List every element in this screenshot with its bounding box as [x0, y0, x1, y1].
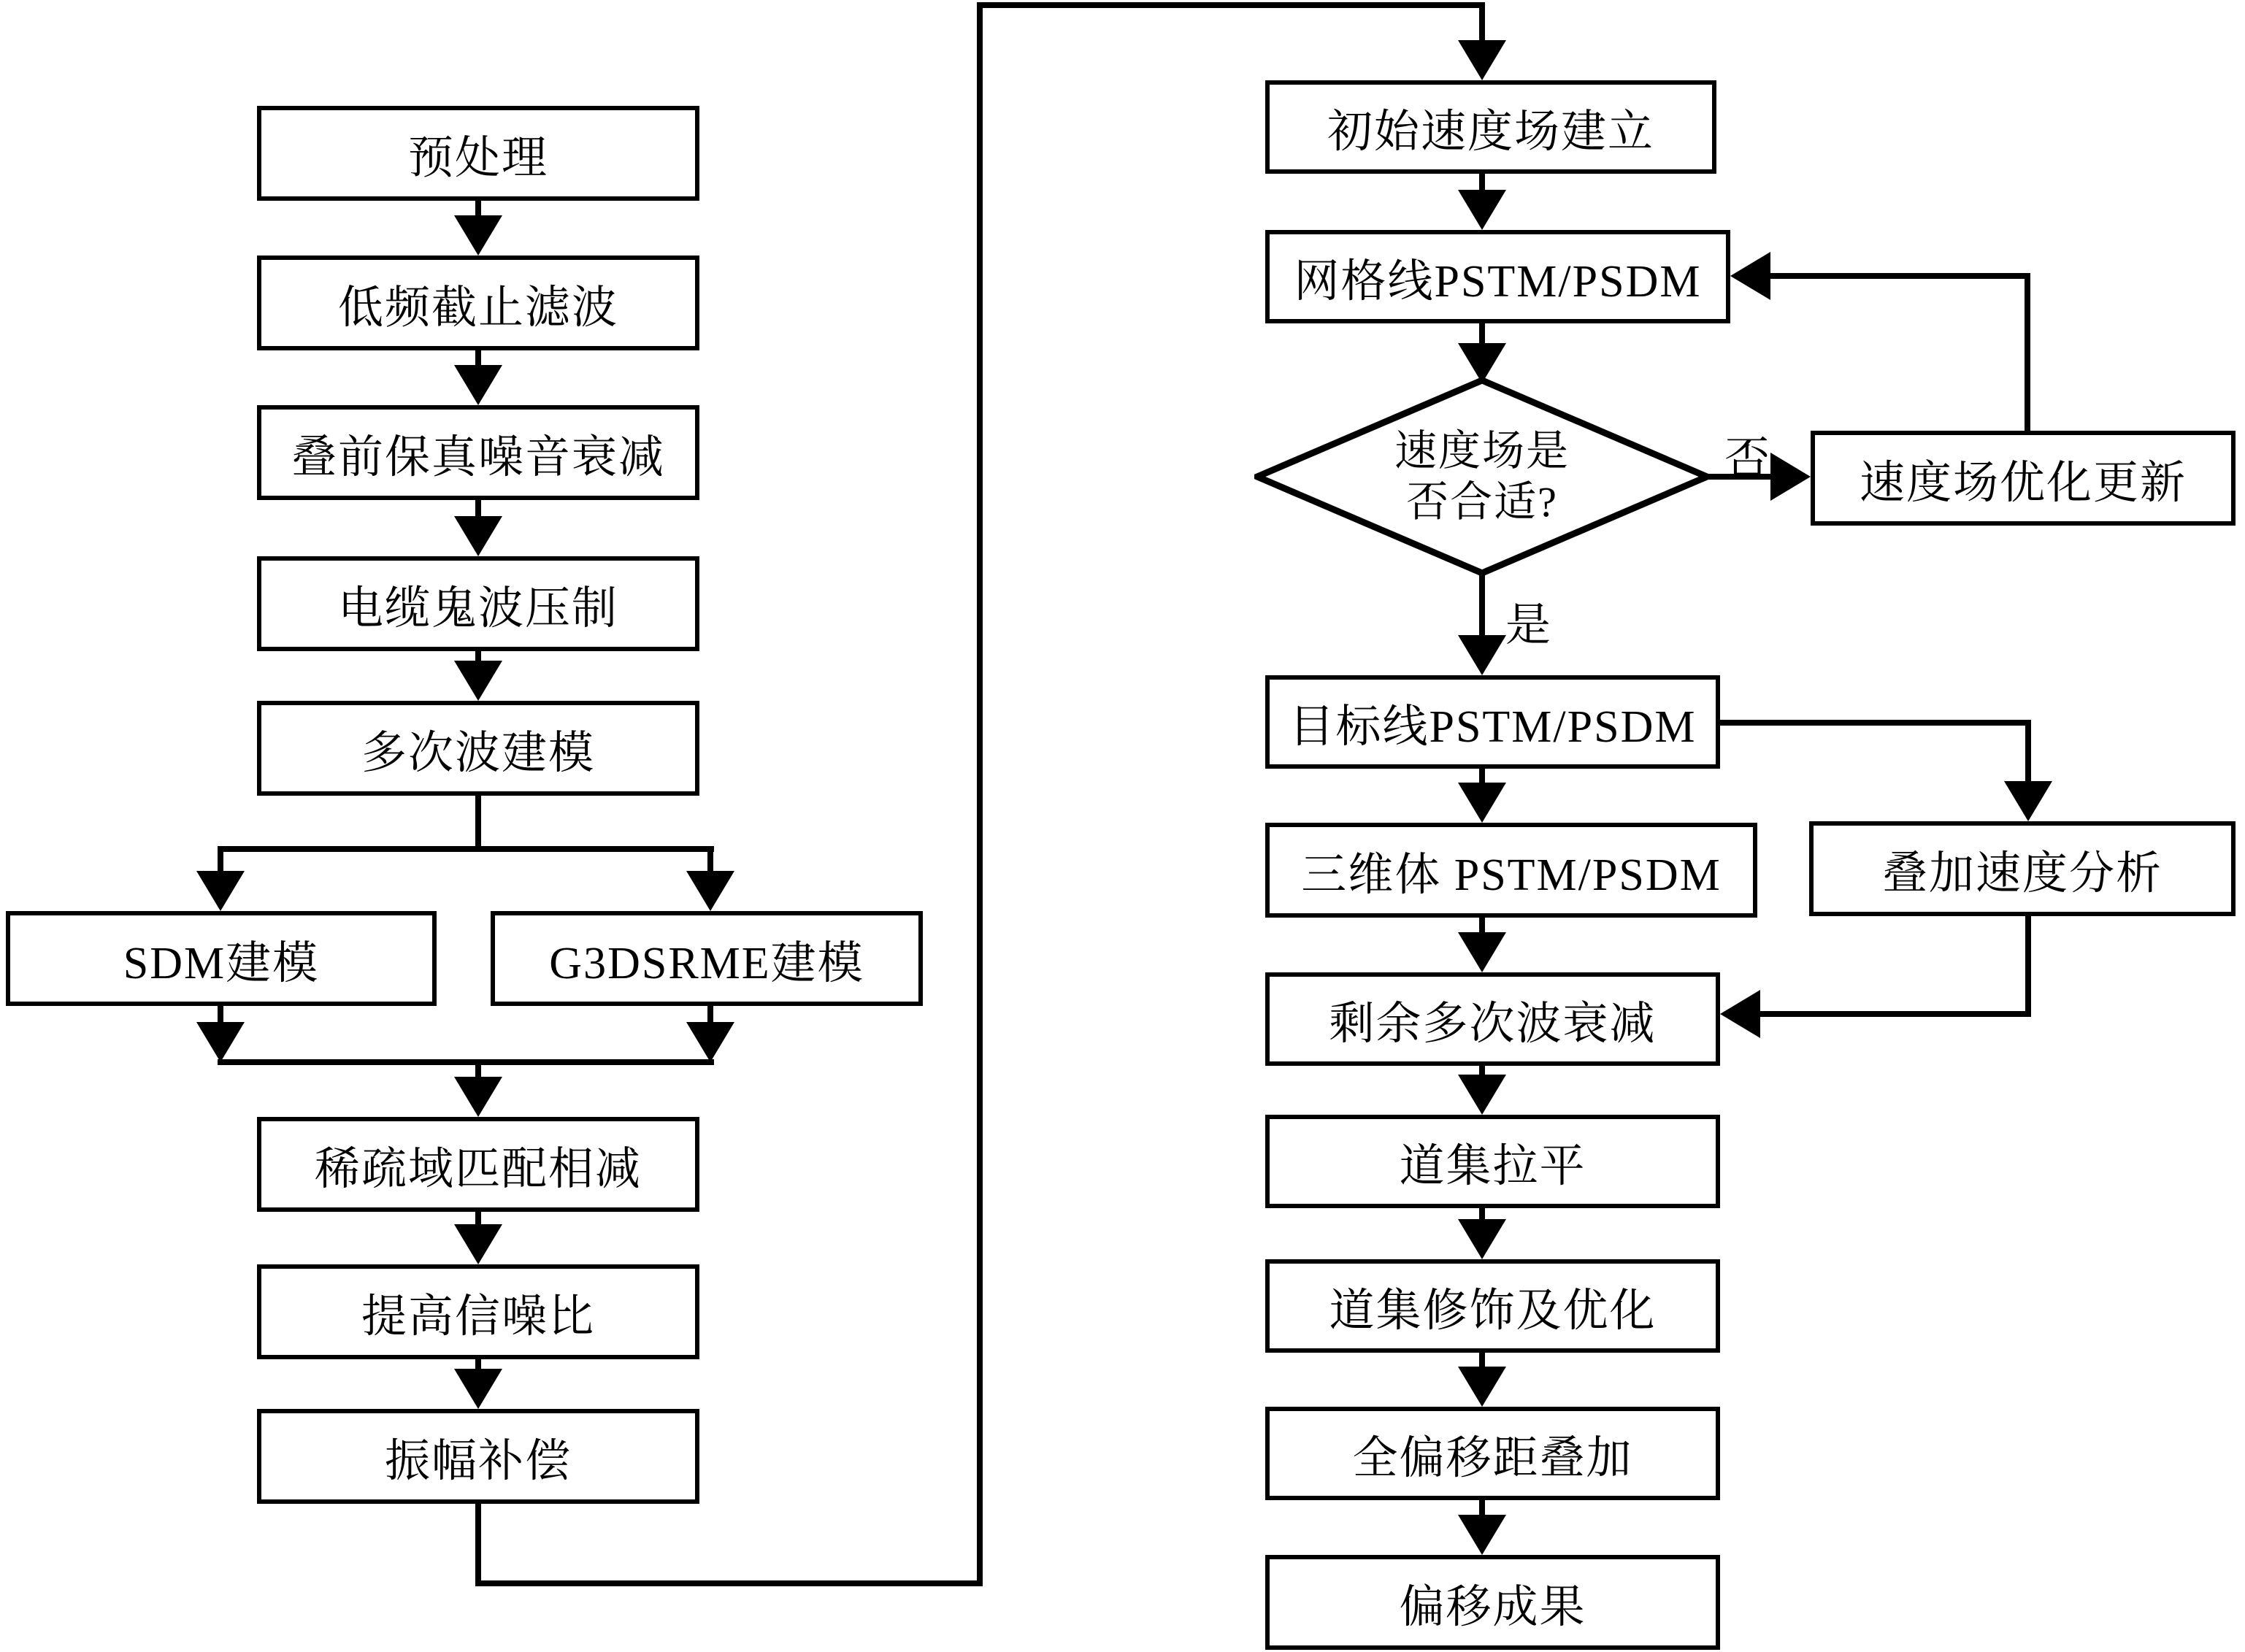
arrowhead-icon [196, 1022, 245, 1062]
label-no: 否 [1724, 434, 1770, 484]
arrowhead-icon [2004, 781, 2052, 821]
node-velocity-field-update: 速度场优化更新 [1811, 431, 2236, 526]
arrowhead-icon [1458, 190, 1506, 230]
node-prestack-noise-attenuation: 叠前保真噪音衰减 [257, 405, 699, 500]
node-gather-flattening: 道集拉平 [1265, 1115, 1720, 1208]
node-stacking-velocity-analysis: 叠加速度分析 [1809, 821, 2236, 916]
arrowhead-icon [1770, 453, 1811, 501]
node-amplitude-compensation: 振幅补偿 [257, 1409, 699, 1504]
flow-line [1479, 2, 1485, 42]
node-initial-velocity-field: 初始速度场建立 [1265, 80, 1716, 174]
flow-line [218, 846, 714, 852]
node-gather-conditioning: 道集修饰及优化 [1265, 1259, 1720, 1353]
node-targetline-pstm-psdm: 目标线PSTM/PSDM [1265, 675, 1720, 769]
arrowhead-icon [1458, 1219, 1506, 1259]
flow-line [475, 1580, 983, 1586]
node-lowcut-filter: 低频截止滤波 [257, 256, 699, 350]
flow-line [977, 2, 1485, 8]
arrowhead-icon [1458, 1367, 1506, 1407]
flow-line [475, 1504, 481, 1586]
arrowhead-icon [454, 365, 502, 405]
arrowhead-icon [454, 1224, 502, 1264]
decision-diamond-label: 速度场是 否合适? [1394, 427, 1570, 526]
arrowhead-icon [454, 1077, 502, 1117]
node-multiple-modeling: 多次波建模 [257, 701, 699, 796]
node-volume-pstm-psdm: 三维体 PSTM/PSDM [1265, 823, 1757, 918]
flow-line [1479, 571, 1485, 640]
arrowhead-icon [1730, 252, 1770, 300]
flow-line [2025, 916, 2031, 1017]
flow-line [977, 2, 983, 1586]
node-residual-multiple-attenuation: 剩余多次波衰减 [1265, 972, 1720, 1066]
arrowhead-icon [1458, 40, 1506, 80]
arrowhead-icon [1458, 1515, 1506, 1555]
label-yes: 是 [1505, 601, 1551, 650]
flow-line [2025, 720, 2031, 785]
arrowhead-icon [454, 215, 502, 256]
arrowhead-icon [1458, 932, 1506, 972]
arrowhead-icon [686, 1022, 734, 1062]
node-g3dsrme-modeling: G3DSRME建模 [491, 911, 923, 1006]
node-cable-ghost-suppression: 电缆鬼波压制 [257, 556, 699, 651]
node-sdm-modeling: SDM建模 [6, 911, 437, 1006]
node-improve-snr: 提高信噪比 [257, 1264, 699, 1359]
arrowhead-icon [1458, 635, 1506, 675]
arrowhead-icon [454, 1369, 502, 1409]
arrowhead-icon [686, 871, 734, 911]
flow-line [1720, 720, 2028, 726]
flow-line [1760, 1011, 2028, 1017]
flow-line [1770, 273, 2027, 279]
arrowhead-icon [1720, 990, 1760, 1038]
flow-line [475, 796, 481, 852]
flow-line [218, 1059, 714, 1065]
arrowhead-icon [1458, 1075, 1506, 1115]
arrowhead-icon [1458, 783, 1506, 823]
node-preprocess: 预处理 [257, 106, 699, 201]
node-sparse-domain-subtraction: 稀疏域匹配相减 [257, 1117, 699, 1212]
node-gridline-pstm-psdm: 网格线PSTM/PSDM [1265, 230, 1730, 323]
node-migration-result: 偏移成果 [1265, 1555, 1720, 1650]
arrowhead-icon [454, 516, 502, 556]
arrowhead-icon [454, 661, 502, 701]
flow-line [2025, 273, 2030, 431]
node-full-offset-stack: 全偏移距叠加 [1265, 1407, 1720, 1500]
arrowhead-icon [196, 871, 245, 911]
